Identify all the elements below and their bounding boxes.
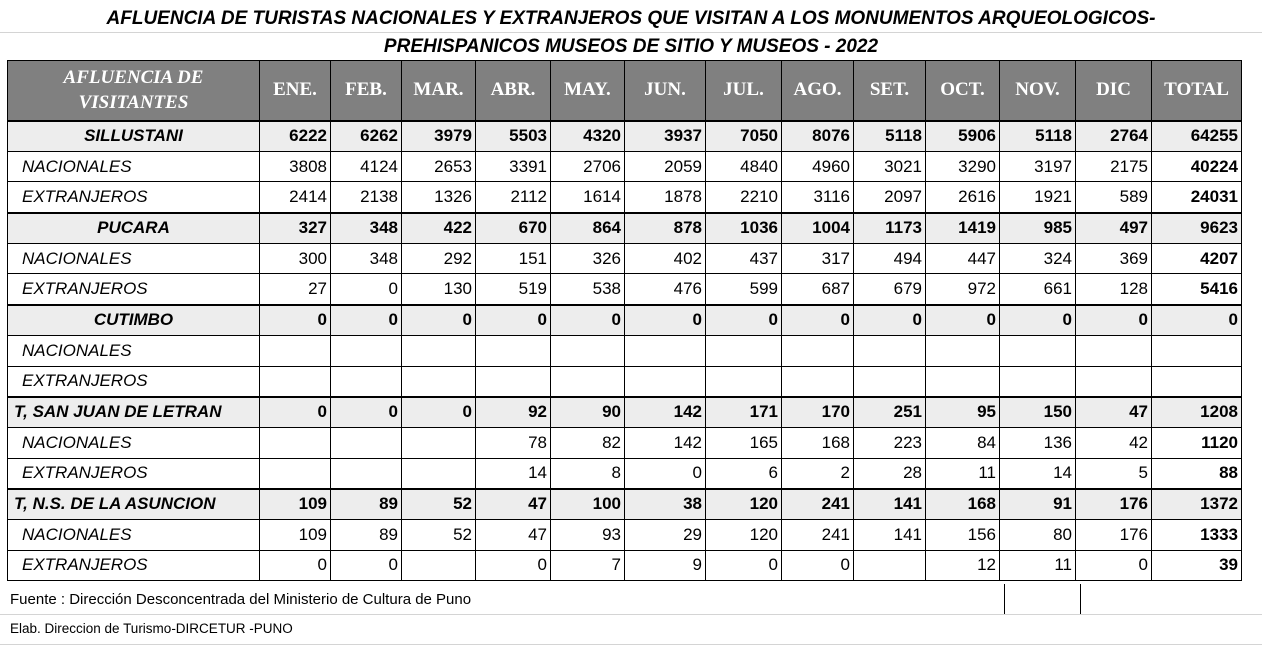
header-month: ENE. xyxy=(260,61,331,121)
month-value: 52 xyxy=(402,519,476,550)
month-value: 670 xyxy=(476,213,551,244)
month-value: 687 xyxy=(782,274,854,305)
breakdown-row xyxy=(8,335,1242,366)
header-month: JUL. xyxy=(706,61,782,121)
month-value: 6222 xyxy=(260,121,331,152)
month-value: 2764 xyxy=(1076,121,1152,152)
month-value: 2653 xyxy=(402,151,476,182)
row-label: PUCARA xyxy=(8,213,260,244)
month-value: 2097 xyxy=(854,182,926,213)
row-total: 4207 xyxy=(1152,243,1242,274)
month-value: 3197 xyxy=(1000,151,1076,182)
month-value: 864 xyxy=(551,213,625,244)
month-value: 0 xyxy=(260,305,331,336)
month-value xyxy=(1076,335,1152,366)
month-value: 120 xyxy=(706,519,782,550)
month-value: 0 xyxy=(1000,305,1076,336)
month-value: 494 xyxy=(854,243,926,274)
month-value: 300 xyxy=(260,243,331,274)
month-value: 141 xyxy=(854,489,926,520)
month-value: 326 xyxy=(551,243,625,274)
footer-elaborated: Elab. Direccion de Turismo-DIRCETUR -PUNO xyxy=(10,621,293,636)
month-value: 156 xyxy=(926,519,1000,550)
month-value xyxy=(260,427,331,458)
month-value: 7050 xyxy=(706,121,782,152)
month-value xyxy=(402,458,476,489)
site-row xyxy=(8,397,1242,428)
month-value: 0 xyxy=(402,397,476,428)
month-value: 447 xyxy=(926,243,1000,274)
month-value xyxy=(331,366,402,397)
month-value: 89 xyxy=(331,519,402,550)
row-label: NACIONALES xyxy=(8,427,260,458)
header-month: MAR. xyxy=(402,61,476,121)
month-value: 0 xyxy=(331,274,402,305)
site-row xyxy=(8,213,1242,244)
month-value xyxy=(476,335,551,366)
month-value: 327 xyxy=(260,213,331,244)
header-label-line-2: VISITANTES xyxy=(78,92,189,114)
month-value: 679 xyxy=(854,274,926,305)
month-value: 0 xyxy=(706,305,782,336)
header-row xyxy=(8,61,1242,121)
month-value: 476 xyxy=(625,274,706,305)
month-value: 5118 xyxy=(1000,121,1076,152)
month-value: 100 xyxy=(551,489,625,520)
month-value: 141 xyxy=(854,519,926,550)
row-label: CUTIMBO xyxy=(8,305,260,336)
month-value: 27 xyxy=(260,274,331,305)
breakdown-row xyxy=(8,366,1242,397)
month-value: 5503 xyxy=(476,121,551,152)
month-value: 7 xyxy=(551,550,625,581)
gridline xyxy=(0,644,1262,645)
month-value: 171 xyxy=(706,397,782,428)
month-value: 170 xyxy=(782,397,854,428)
month-value: 2112 xyxy=(476,182,551,213)
row-label: EXTRANJEROS xyxy=(8,458,260,489)
month-value: 14 xyxy=(476,458,551,489)
month-value: 6 xyxy=(706,458,782,489)
header-month: MAY. xyxy=(551,61,625,121)
row-total: 1120 xyxy=(1152,427,1242,458)
month-value: 120 xyxy=(706,489,782,520)
breakdown-row xyxy=(8,274,1242,305)
month-value xyxy=(402,366,476,397)
month-value: 292 xyxy=(402,243,476,274)
row-label: EXTRANJEROS xyxy=(8,182,260,213)
month-value: 92 xyxy=(476,397,551,428)
month-value: 2175 xyxy=(1076,151,1152,182)
month-value: 8 xyxy=(551,458,625,489)
month-value: 2059 xyxy=(625,151,706,182)
month-value: 2138 xyxy=(331,182,402,213)
month-value xyxy=(625,366,706,397)
month-value: 47 xyxy=(476,519,551,550)
month-value: 369 xyxy=(1076,243,1152,274)
month-value: 0 xyxy=(402,305,476,336)
month-value: 0 xyxy=(260,397,331,428)
month-value: 151 xyxy=(476,243,551,274)
month-value: 1614 xyxy=(551,182,625,213)
month-value: 3021 xyxy=(854,151,926,182)
month-value: 599 xyxy=(706,274,782,305)
month-value xyxy=(260,458,331,489)
month-value: 2706 xyxy=(551,151,625,182)
month-value: 3979 xyxy=(402,121,476,152)
month-value: 1878 xyxy=(625,182,706,213)
gridline xyxy=(1080,584,1081,614)
month-value: 4124 xyxy=(331,151,402,182)
month-value: 0 xyxy=(854,305,926,336)
month-value: 0 xyxy=(331,305,402,336)
month-value: 661 xyxy=(1000,274,1076,305)
site-row xyxy=(8,489,1242,520)
month-value: 589 xyxy=(1076,182,1152,213)
month-value: 3808 xyxy=(260,151,331,182)
row-total: 64255 xyxy=(1152,121,1242,152)
month-value: 878 xyxy=(625,213,706,244)
row-total xyxy=(1152,335,1242,366)
month-value: 0 xyxy=(926,305,1000,336)
month-value: 223 xyxy=(854,427,926,458)
month-value xyxy=(625,335,706,366)
month-value: 4840 xyxy=(706,151,782,182)
breakdown-row xyxy=(8,427,1242,458)
breakdown-row xyxy=(8,182,1242,213)
month-value xyxy=(1076,366,1152,397)
month-value xyxy=(476,366,551,397)
month-value: 47 xyxy=(476,489,551,520)
month-value: 78 xyxy=(476,427,551,458)
month-value: 128 xyxy=(1076,274,1152,305)
month-value: 1921 xyxy=(1000,182,1076,213)
header-total: TOTAL xyxy=(1152,61,1242,121)
month-value: 3937 xyxy=(625,121,706,152)
month-value: 52 xyxy=(402,489,476,520)
row-label: EXTRANJEROS xyxy=(8,274,260,305)
month-value: 150 xyxy=(1000,397,1076,428)
month-value: 241 xyxy=(782,519,854,550)
month-value: 29 xyxy=(625,519,706,550)
row-total: 5416 xyxy=(1152,274,1242,305)
header-month: JUN. xyxy=(625,61,706,121)
header-label-line-1: AFLUENCIA DE xyxy=(63,67,204,89)
month-value: 11 xyxy=(926,458,1000,489)
month-value: 0 xyxy=(782,550,854,581)
row-label: EXTRANJEROS xyxy=(8,366,260,397)
month-value: 4320 xyxy=(551,121,625,152)
month-value: 142 xyxy=(625,427,706,458)
month-value xyxy=(926,366,1000,397)
header-label xyxy=(8,61,260,121)
month-value: 0 xyxy=(476,550,551,581)
month-value: 538 xyxy=(551,274,625,305)
month-value: 168 xyxy=(782,427,854,458)
month-value: 2210 xyxy=(706,182,782,213)
month-value: 89 xyxy=(331,489,402,520)
month-value xyxy=(854,550,926,581)
header-month: OCT. xyxy=(926,61,1000,121)
month-value: 109 xyxy=(260,519,331,550)
header-month: ABR. xyxy=(476,61,551,121)
month-value: 12 xyxy=(926,550,1000,581)
month-value: 90 xyxy=(551,397,625,428)
row-label: NACIONALES xyxy=(8,243,260,274)
row-total: 0 xyxy=(1152,305,1242,336)
month-value: 84 xyxy=(926,427,1000,458)
month-value: 142 xyxy=(625,397,706,428)
breakdown-row xyxy=(8,151,1242,182)
month-value: 80 xyxy=(1000,519,1076,550)
breakdown-row xyxy=(8,458,1242,489)
month-value xyxy=(1000,335,1076,366)
row-label: EXTRANJEROS xyxy=(8,550,260,581)
gridline xyxy=(0,614,1262,615)
month-value: 348 xyxy=(331,213,402,244)
month-value: 130 xyxy=(402,274,476,305)
month-value: 2616 xyxy=(926,182,1000,213)
month-value: 0 xyxy=(1076,550,1152,581)
month-value: 5 xyxy=(1076,458,1152,489)
month-value: 8076 xyxy=(782,121,854,152)
month-value: 28 xyxy=(854,458,926,489)
month-value xyxy=(551,366,625,397)
month-value xyxy=(854,366,926,397)
month-value: 93 xyxy=(551,519,625,550)
header-month: AGO. xyxy=(782,61,854,121)
row-label: T, SAN JUAN DE LETRAN xyxy=(8,397,260,428)
month-value: 168 xyxy=(926,489,1000,520)
month-value: 6262 xyxy=(331,121,402,152)
month-value: 1173 xyxy=(854,213,926,244)
month-value: 136 xyxy=(1000,427,1076,458)
row-total: 1333 xyxy=(1152,519,1242,550)
month-value: 3391 xyxy=(476,151,551,182)
month-value: 972 xyxy=(926,274,1000,305)
gridline xyxy=(1004,584,1005,614)
visitor-table xyxy=(7,60,1242,581)
table-body xyxy=(8,121,1242,581)
month-value: 3116 xyxy=(782,182,854,213)
month-value: 0 xyxy=(331,397,402,428)
row-total: 1208 xyxy=(1152,397,1242,428)
row-label: T, N.S. DE LA ASUNCION xyxy=(8,489,260,520)
month-value xyxy=(402,427,476,458)
row-total xyxy=(1152,366,1242,397)
row-label: NACIONALES xyxy=(8,519,260,550)
month-value: 497 xyxy=(1076,213,1152,244)
month-value xyxy=(260,335,331,366)
month-value: 985 xyxy=(1000,213,1076,244)
month-value: 176 xyxy=(1076,489,1152,520)
row-label: NACIONALES xyxy=(8,151,260,182)
month-value xyxy=(331,427,402,458)
month-value: 0 xyxy=(625,305,706,336)
month-value xyxy=(854,335,926,366)
month-value: 0 xyxy=(706,550,782,581)
month-value: 0 xyxy=(625,458,706,489)
month-value xyxy=(782,335,854,366)
month-value: 176 xyxy=(1076,519,1152,550)
breakdown-row xyxy=(8,550,1242,581)
month-value: 14 xyxy=(1000,458,1076,489)
site-row xyxy=(8,121,1242,152)
month-value xyxy=(706,335,782,366)
month-value xyxy=(402,335,476,366)
month-value: 4960 xyxy=(782,151,854,182)
month-value: 5906 xyxy=(926,121,1000,152)
month-value: 2414 xyxy=(260,182,331,213)
month-value: 1326 xyxy=(402,182,476,213)
header-month: NOV. xyxy=(1000,61,1076,121)
footer-source: Fuente : Dirección Desconcentrada del Ministerio de Cultura de Puno xyxy=(10,591,472,608)
month-value xyxy=(402,550,476,581)
month-value: 9 xyxy=(625,550,706,581)
title-line-2: PREHISPANICOS MUSEOS DE SITIO Y MUSEOS - 2022 xyxy=(383,36,879,57)
month-value: 91 xyxy=(1000,489,1076,520)
month-value: 437 xyxy=(706,243,782,274)
month-value: 38 xyxy=(625,489,706,520)
month-value: 241 xyxy=(782,489,854,520)
row-label: SILLUSTANI xyxy=(8,121,260,152)
month-value: 0 xyxy=(782,305,854,336)
month-value: 1036 xyxy=(706,213,782,244)
row-total: 1372 xyxy=(1152,489,1242,520)
month-value: 1419 xyxy=(926,213,1000,244)
month-value xyxy=(260,366,331,397)
month-value: 324 xyxy=(1000,243,1076,274)
month-value: 0 xyxy=(476,305,551,336)
breakdown-row xyxy=(8,519,1242,550)
month-value: 519 xyxy=(476,274,551,305)
month-value xyxy=(706,366,782,397)
header-month: SET. xyxy=(854,61,926,121)
month-value xyxy=(551,335,625,366)
row-total: 40224 xyxy=(1152,151,1242,182)
month-value: 5118 xyxy=(854,121,926,152)
month-value xyxy=(331,335,402,366)
row-total: 39 xyxy=(1152,550,1242,581)
month-value: 2 xyxy=(782,458,854,489)
month-value: 47 xyxy=(1076,397,1152,428)
row-total: 24031 xyxy=(1152,182,1242,213)
month-value: 11 xyxy=(1000,550,1076,581)
month-value: 109 xyxy=(260,489,331,520)
title-line-1: AFLUENCIA DE TURISTAS NACIONALES Y EXTRANJEROS QUE VISITAN A LOS MONUMENTOS ARQUEOLOGICOS- xyxy=(106,8,1156,29)
month-value xyxy=(331,458,402,489)
row-total: 9623 xyxy=(1152,213,1242,244)
month-value: 0 xyxy=(1076,305,1152,336)
month-value: 82 xyxy=(551,427,625,458)
month-value: 0 xyxy=(260,550,331,581)
month-value: 0 xyxy=(331,550,402,581)
month-value: 348 xyxy=(331,243,402,274)
header-month: FEB. xyxy=(331,61,402,121)
breakdown-row xyxy=(8,243,1242,274)
month-value: 165 xyxy=(706,427,782,458)
month-value xyxy=(782,366,854,397)
month-value xyxy=(926,335,1000,366)
month-value: 317 xyxy=(782,243,854,274)
row-total: 88 xyxy=(1152,458,1242,489)
row-label: NACIONALES xyxy=(8,335,260,366)
month-value: 0 xyxy=(551,305,625,336)
month-value: 251 xyxy=(854,397,926,428)
month-value: 1004 xyxy=(782,213,854,244)
header-month: DIC xyxy=(1076,61,1152,121)
month-value: 422 xyxy=(402,213,476,244)
month-value: 95 xyxy=(926,397,1000,428)
site-row xyxy=(8,305,1242,336)
month-value: 3290 xyxy=(926,151,1000,182)
month-value xyxy=(1000,366,1076,397)
month-value: 402 xyxy=(625,243,706,274)
month-value: 42 xyxy=(1076,427,1152,458)
